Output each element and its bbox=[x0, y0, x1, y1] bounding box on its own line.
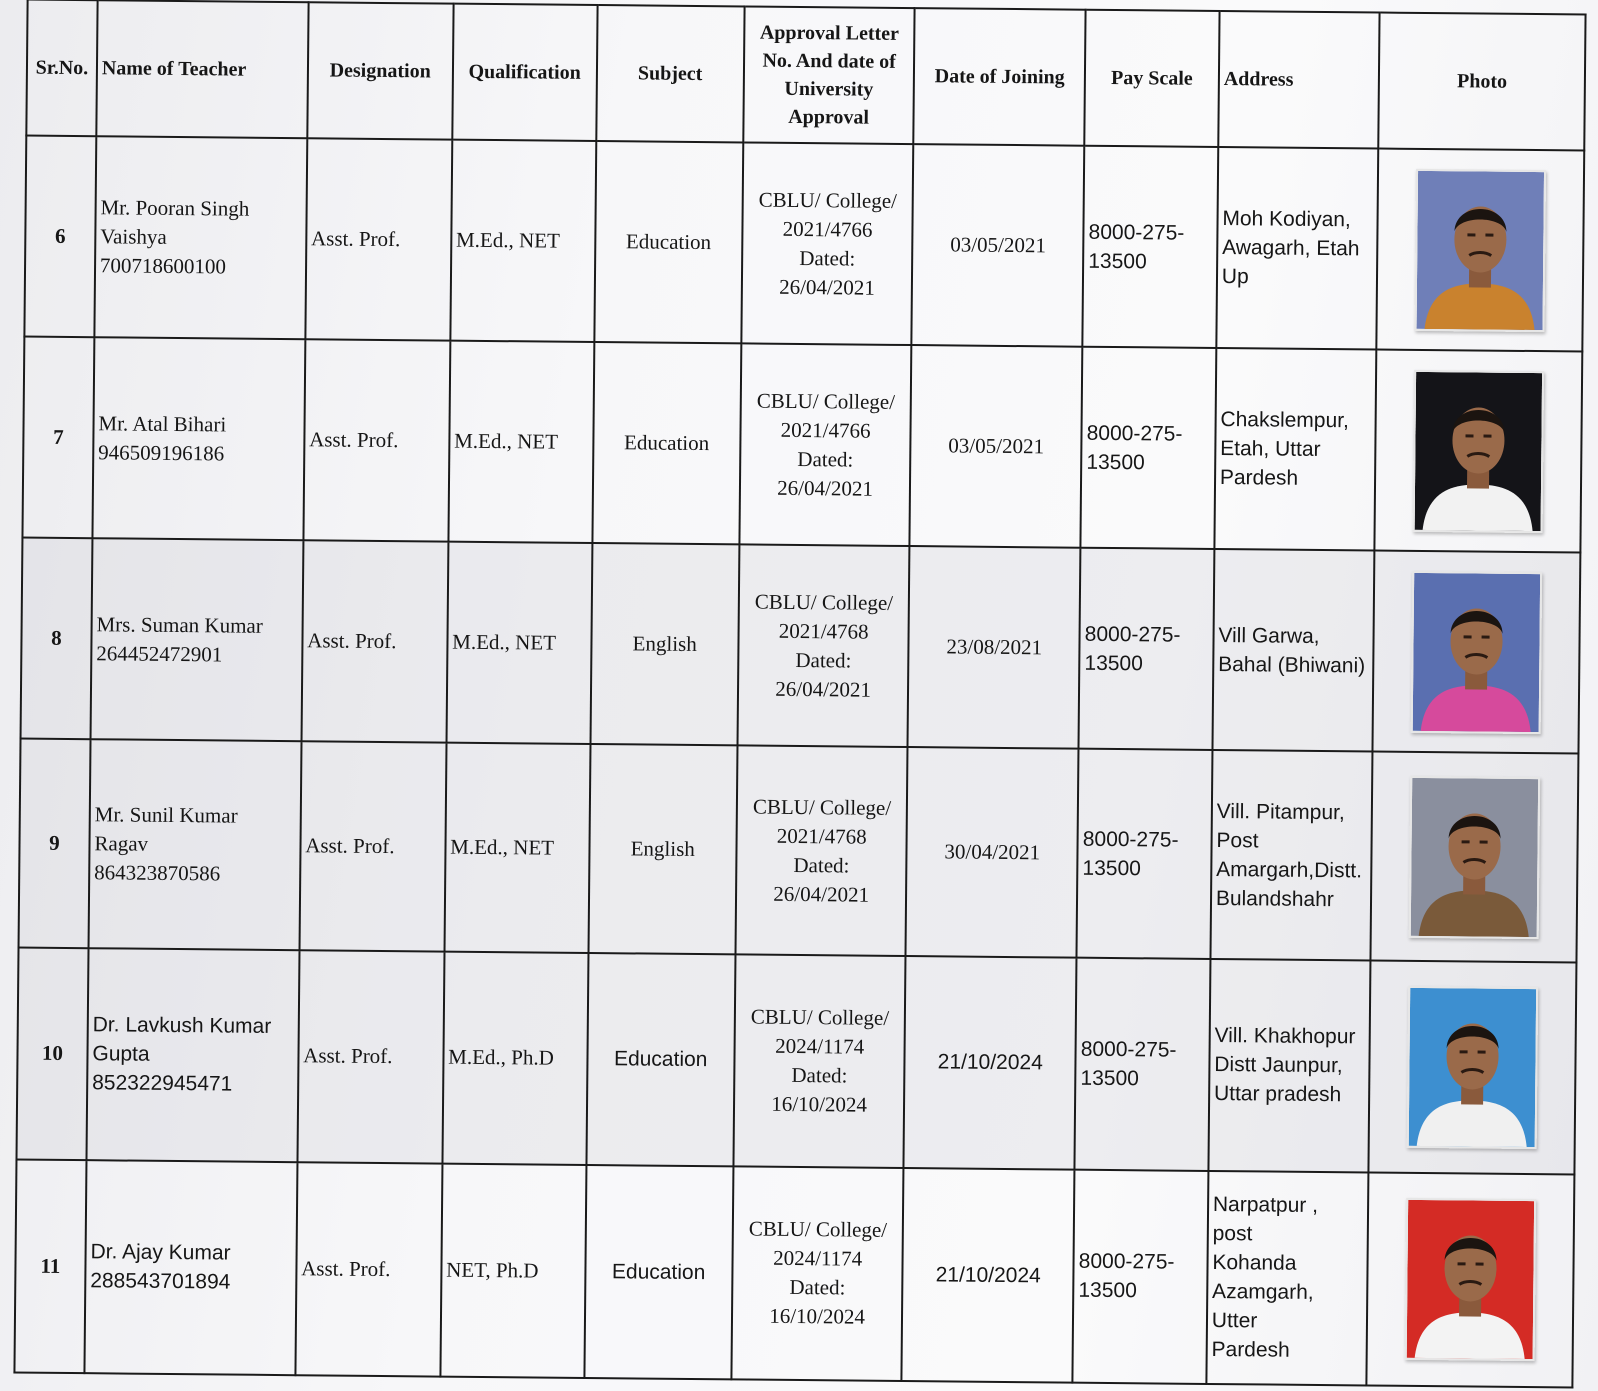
teacher-name-cell-line: 700718600100 bbox=[99, 253, 227, 279]
header-approval: Approval Letter No. And date of University Approval bbox=[743, 6, 915, 144]
approval-cell bbox=[737, 544, 910, 747]
address-cell-line: Awagarh, Etah bbox=[1222, 236, 1360, 261]
header-qualification: Qualification bbox=[452, 4, 597, 141]
pay-scale-cell bbox=[1075, 958, 1211, 1171]
approval-cell bbox=[733, 955, 906, 1168]
approval-cell-line: 2024/1174 bbox=[773, 1246, 863, 1271]
address-cell-line: Azamgarh, Utter bbox=[1211, 1280, 1314, 1333]
teacher-name-cell-line: 288543701894 bbox=[90, 1269, 231, 1294]
photo-eye-right bbox=[1480, 840, 1488, 843]
photo-eye-right bbox=[1486, 233, 1494, 236]
photo-eye-left bbox=[1468, 233, 1476, 236]
teacher-name-cell-line: Ragav bbox=[94, 831, 149, 856]
address-cell bbox=[1208, 959, 1370, 1172]
address-cell-line: Uttar pradesh bbox=[1213, 1082, 1342, 1107]
pay-scale-cell-line: 13500 bbox=[1082, 856, 1142, 880]
address-cell-line: Moh Kodiyan, bbox=[1222, 207, 1351, 232]
pay-scale-cell bbox=[1082, 146, 1218, 348]
subject-cell: Education bbox=[594, 141, 743, 343]
pay-scale-cell bbox=[1081, 347, 1217, 549]
approval-cell-line: CBLU/ College/ bbox=[754, 589, 894, 615]
qualification-cell: M.Ed., NET bbox=[448, 341, 594, 543]
pay-scale-cell-line: 8000-275- bbox=[1080, 1037, 1177, 1062]
teacher-photo bbox=[1409, 776, 1541, 939]
address-cell bbox=[1210, 750, 1372, 961]
teacher-photo bbox=[1405, 1198, 1537, 1361]
pay-scale-cell-line: 13500 bbox=[1084, 651, 1143, 675]
photo-eye-left bbox=[1466, 434, 1474, 437]
approval-cell-line: 2021/4766 bbox=[780, 417, 871, 443]
header-subject: Subject bbox=[596, 5, 744, 142]
teacher-name-cell-line: 864323870586 bbox=[94, 860, 221, 886]
table-row bbox=[16, 948, 1576, 1174]
approval-cell-line: 2021/4768 bbox=[778, 618, 869, 644]
pay-scale-cell-line: 8000-275- bbox=[1086, 421, 1183, 446]
teacher-photo bbox=[1413, 369, 1545, 532]
teacher-table bbox=[13, 0, 1586, 1388]
teacher-name-cell bbox=[84, 1160, 297, 1375]
approval-cell-line: 26/04/2021 bbox=[779, 274, 875, 300]
approval-cell-line: Dated: bbox=[799, 245, 856, 271]
approval-cell-line: 26/04/2021 bbox=[775, 676, 872, 702]
address-cell-line: Amargarh,Distt. bbox=[1216, 857, 1363, 883]
pay-scale-cell-line: 8000-275- bbox=[1082, 827, 1179, 852]
address-cell-line: Kohanda bbox=[1212, 1251, 1297, 1276]
address-cell-line: Etah, Uttar bbox=[1220, 437, 1321, 462]
teacher-name-cell bbox=[86, 949, 299, 1162]
table-row bbox=[24, 136, 1584, 352]
photo-cell bbox=[1369, 961, 1577, 1174]
subject-cell: Education bbox=[586, 953, 735, 1166]
photo-eye-right bbox=[1482, 635, 1490, 638]
photo-eye-right bbox=[1478, 1050, 1486, 1053]
header-sr-no: Sr.No. bbox=[26, 0, 97, 136]
address-cell-line: Vill. Pitampur, bbox=[1216, 799, 1345, 824]
approval-cell-line: CBLU/ College/ bbox=[758, 187, 898, 213]
pay-scale-cell-line: 13500 bbox=[1078, 1278, 1137, 1303]
address-cell-line: Pardesh bbox=[1211, 1338, 1290, 1363]
designation-cell: Asst. Prof. bbox=[305, 138, 452, 340]
subject-cell: English bbox=[588, 744, 737, 955]
approval-cell-line: Dated: bbox=[797, 446, 854, 472]
date-of-joining-cell: 21/10/2024 bbox=[902, 1168, 1075, 1383]
approval-cell-line: Dated: bbox=[789, 1275, 846, 1300]
teacher-name-cell bbox=[88, 739, 301, 950]
date-of-joining-cell: 21/10/2024 bbox=[904, 956, 1077, 1169]
teacher-photo bbox=[1407, 986, 1539, 1149]
subject-cell: Education bbox=[592, 342, 741, 544]
photo-cell bbox=[1367, 1172, 1575, 1387]
qualification-cell: M.Ed., Ph.D bbox=[442, 952, 588, 1165]
photo-cell bbox=[1373, 551, 1581, 754]
pay-scale-cell bbox=[1079, 548, 1215, 750]
approval-cell-line: 2021/4768 bbox=[776, 823, 867, 849]
pay-scale-cell bbox=[1073, 1169, 1209, 1384]
photo-eye-right bbox=[1476, 1263, 1484, 1266]
address-cell-line: Bulandshahr bbox=[1215, 886, 1334, 911]
approval-cell-line: Dated: bbox=[793, 852, 850, 878]
photo-eye-left bbox=[1460, 1050, 1468, 1053]
approval-cell-line: 16/10/2024 bbox=[769, 1304, 866, 1329]
approval-cell-line: Dated: bbox=[795, 647, 852, 673]
qualification-cell: M.Ed., NET bbox=[446, 542, 592, 744]
approval-cell-line: 2021/4766 bbox=[782, 216, 873, 242]
approval-cell bbox=[731, 1166, 904, 1381]
photo-cell bbox=[1371, 752, 1579, 963]
teacher-name-cell bbox=[94, 136, 307, 339]
teacher-name-cell-line: Mr. Atal Bihari bbox=[98, 410, 227, 437]
approval-cell-line: 2024/1174 bbox=[775, 1033, 865, 1059]
designation-cell: Asst. Prof. bbox=[299, 741, 446, 952]
pay-scale-cell-line: 8000-275- bbox=[1088, 220, 1185, 245]
approval-cell bbox=[739, 343, 912, 546]
designation-cell: Asst. Prof. bbox=[297, 951, 444, 1164]
teacher-name-cell-line: 264452472901 bbox=[96, 640, 223, 667]
sr-no-cell: 8 bbox=[21, 538, 93, 740]
qualification-cell: M.Ed., NET bbox=[450, 140, 596, 342]
table-row bbox=[22, 337, 1582, 553]
pay-scale-cell-line: 13500 bbox=[1086, 450, 1145, 474]
photo-eye-right bbox=[1484, 434, 1492, 437]
subject-cell: English bbox=[590, 543, 739, 745]
teacher-name-cell-line: Mrs. Suman Kumar bbox=[96, 611, 263, 638]
pay-scale-cell bbox=[1077, 749, 1213, 960]
teacher-table-body bbox=[14, 136, 1584, 1388]
address-cell-line: Up bbox=[1221, 265, 1249, 289]
header-photo: Photo bbox=[1379, 13, 1586, 151]
header-name: Name of Teacher bbox=[96, 0, 308, 138]
photo-cell bbox=[1377, 149, 1585, 352]
table-row bbox=[21, 538, 1581, 754]
date-of-joining-cell: 03/05/2021 bbox=[910, 345, 1083, 548]
table-row bbox=[19, 739, 1579, 963]
teacher-name-cell-line: Mr. Sunil Kumar bbox=[94, 802, 238, 828]
address-cell bbox=[1206, 1171, 1368, 1386]
address-cell-line: Post bbox=[1216, 828, 1259, 853]
teacher-name-cell-line: Mr. Pooran Singh bbox=[100, 195, 250, 221]
date-of-joining-cell: 23/08/2021 bbox=[908, 546, 1081, 749]
photo-eye-left bbox=[1458, 1263, 1466, 1266]
pay-scale-cell-line: 8000-275- bbox=[1084, 622, 1181, 647]
address-cell bbox=[1212, 549, 1374, 752]
sr-no-cell: 6 bbox=[24, 136, 96, 338]
teacher-name-cell-line: Dr. Lavkush Kumar bbox=[92, 1013, 272, 1039]
sr-no-cell: 9 bbox=[19, 739, 91, 949]
teacher-photo bbox=[1415, 168, 1547, 331]
designation-cell: Asst. Prof. bbox=[295, 1162, 442, 1377]
pay-scale-cell-line: 13500 bbox=[1080, 1066, 1139, 1091]
designation-cell: Asst. Prof. bbox=[301, 540, 448, 742]
address-cell bbox=[1216, 147, 1378, 350]
teacher-name-cell bbox=[92, 337, 305, 540]
teacher-name-cell-line: Gupta bbox=[92, 1042, 150, 1067]
address-cell-line: Narpatpur , post bbox=[1212, 1193, 1319, 1246]
address-cell bbox=[1214, 348, 1376, 551]
photo-cell bbox=[1375, 350, 1583, 553]
address-cell-line: Distt Jaunpur, bbox=[1214, 1053, 1343, 1078]
teacher-name-cell-line: Dr. Ajay Kumar bbox=[90, 1240, 231, 1265]
approval-cell-line: CBLU/ College/ bbox=[752, 794, 892, 820]
teacher-name-cell-line: 946509196186 bbox=[98, 439, 225, 466]
sr-no-cell: 7 bbox=[22, 337, 94, 539]
header-row bbox=[26, 0, 1585, 151]
approval-cell-line: CBLU/ College/ bbox=[756, 388, 896, 414]
header-pay-scale: Pay Scale bbox=[1084, 10, 1219, 147]
header-address: Address bbox=[1218, 11, 1380, 149]
address-cell-line: Vill Garwa, bbox=[1218, 623, 1320, 648]
address-cell-line: Vill. Khakhopur bbox=[1214, 1024, 1356, 1049]
teacher-photo bbox=[1411, 570, 1543, 733]
designation-cell: Asst. Prof. bbox=[303, 339, 450, 541]
photo-eye-left bbox=[1464, 635, 1472, 638]
address-cell-line: Pardesh bbox=[1219, 466, 1299, 490]
qualification-cell: M.Ed., NET bbox=[444, 743, 590, 954]
teacher-name-cell-line: Vaishya bbox=[100, 224, 167, 249]
photo-eye-left bbox=[1462, 840, 1470, 843]
pay-scale-cell-line: 8000-275- bbox=[1078, 1249, 1175, 1274]
approval-cell-line: 26/04/2021 bbox=[773, 881, 870, 907]
qualification-cell: NET, Ph.D bbox=[440, 1163, 586, 1378]
approval-cell bbox=[741, 142, 914, 345]
address-cell-line: Chakslempur, bbox=[1220, 408, 1349, 433]
approval-cell-line: 16/10/2024 bbox=[771, 1091, 868, 1117]
approval-cell bbox=[735, 745, 908, 956]
table-row bbox=[14, 1159, 1574, 1387]
approval-cell-line: 26/04/2021 bbox=[777, 475, 874, 501]
approval-cell-line: CBLU/ College/ bbox=[748, 1216, 888, 1243]
teacher-name-cell-line: 852322945471 bbox=[92, 1071, 233, 1097]
sr-no-cell: 10 bbox=[16, 948, 88, 1160]
header-date-of-joining: Date of Joining bbox=[914, 8, 1086, 146]
pay-scale-cell-line: 13500 bbox=[1088, 249, 1147, 273]
date-of-joining-cell: 03/05/2021 bbox=[912, 144, 1085, 347]
subject-cell: Education bbox=[584, 1165, 733, 1380]
approval-cell-line: CBLU/ College/ bbox=[750, 1004, 890, 1030]
teacher-name-cell bbox=[90, 538, 303, 741]
approval-cell-line: Dated: bbox=[791, 1062, 848, 1088]
date-of-joining-cell: 30/04/2021 bbox=[906, 747, 1079, 958]
address-cell-line: Bahal (Bhiwani) bbox=[1218, 652, 1366, 678]
sr-no-cell: 11 bbox=[14, 1159, 86, 1373]
header-designation: Designation bbox=[307, 2, 453, 139]
